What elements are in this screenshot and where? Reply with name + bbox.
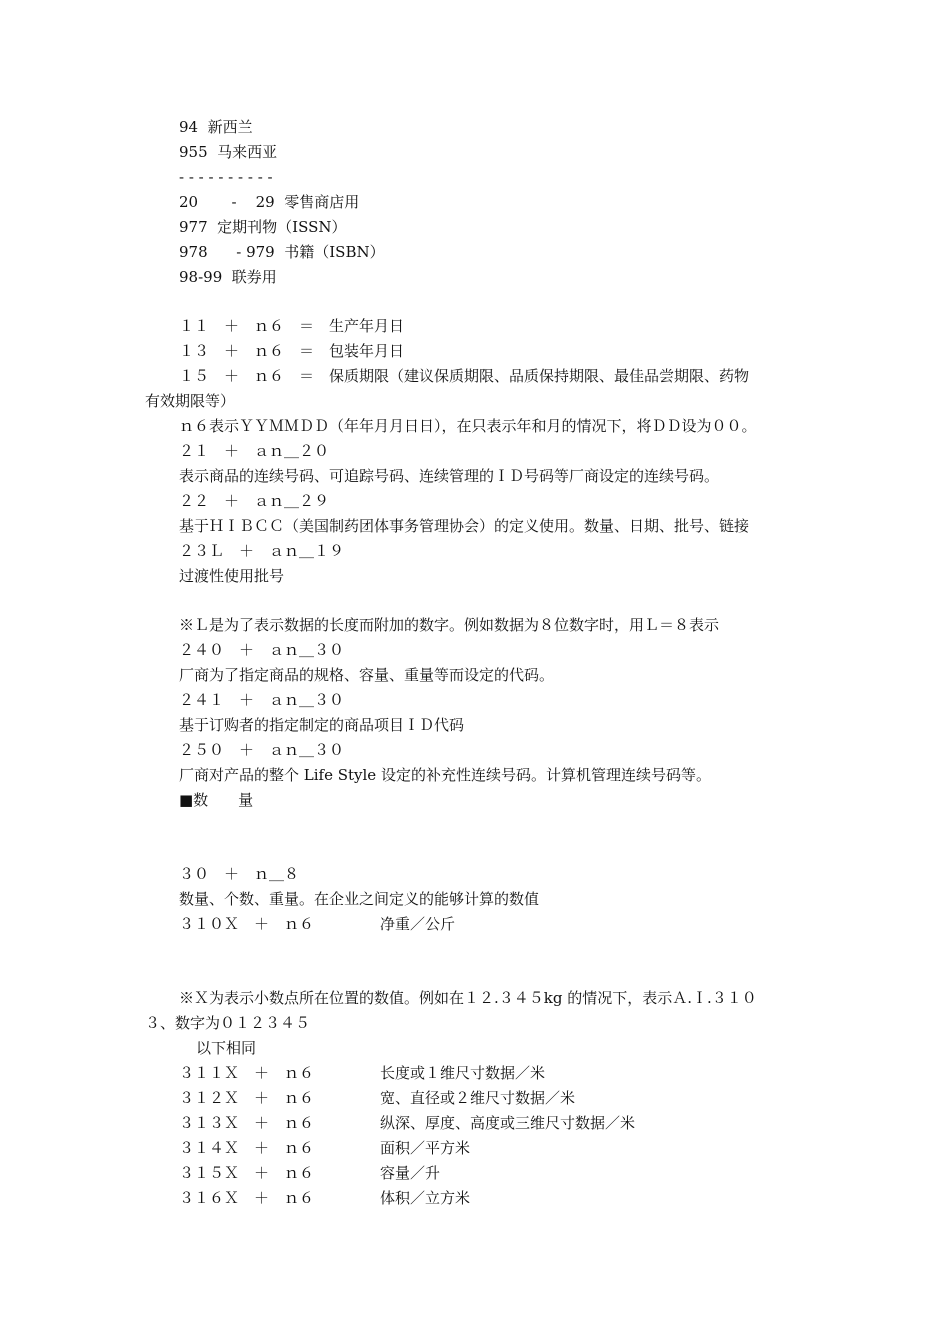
description-line: 数量、个数、重量。在企业之间定义的能够计算的数值 xyxy=(179,890,540,908)
table-desc: 容量／升 xyxy=(380,1164,441,1182)
prefix-line: 978 - 979 书籍（ISBN） xyxy=(179,243,385,261)
note-line: ※Ｌ是为了表示数据的长度而附加的数字。例如数据为８位数字时，用Ｌ＝８表示 xyxy=(179,616,720,634)
table-code: ３１０Ｘ ＋ ｎ６ xyxy=(179,915,315,933)
note-line: ※Ｘ为表示小数点所在位置的数值。例如在１２.３４５kg 的情况下，表示Ａ.Ｉ.３１０ xyxy=(179,989,757,1007)
ai-line: １５ ＋ ｎ６ ＝ 保质期限（建议保质期限、品质保持期限、最佳品尝期限、药物 xyxy=(179,367,750,385)
table-desc: 长度或１维尺寸数据／米 xyxy=(380,1064,546,1082)
ai-line: ２２ ＋ ａｎ＿２９ xyxy=(179,492,330,510)
ai-line: ２４１ ＋ ａｎ＿３０ xyxy=(179,691,345,709)
separator-line: - - - - - - - - - - xyxy=(179,168,273,186)
prefix-line: 20 - 29 零售商店用 xyxy=(179,193,360,211)
ai-line: １１ ＋ ｎ６ ＝ 生产年月日 xyxy=(179,317,405,335)
description-line: 厂商对产品的整个 Life Style 设定的补充性连续号码。计算机管理连续号码等。 xyxy=(179,766,711,784)
description-line: 基于订购者的指定制定的商品项目ＩＤ代码 xyxy=(179,716,465,734)
description-line: 基于ＨＩＢＣＣ（美国制药团体事务管理协会）的定义使用。数量、日期、批号、链接 xyxy=(179,517,750,535)
ai-line: ２３Ｌ ＋ ａｎ＿１９ xyxy=(179,542,345,560)
table-code: ３１２Ｘ ＋ ｎ６ xyxy=(179,1089,315,1107)
note-line: 以下相同 xyxy=(196,1039,257,1057)
description-line: 厂商为了指定商品的规格、容量、重量等而设定的代码。 xyxy=(179,666,555,684)
prefix-line: 98-99 联券用 xyxy=(179,268,277,286)
table-desc: 面积／平方米 xyxy=(380,1139,471,1157)
description-line: 过渡性使用批号 xyxy=(179,567,285,585)
ai-line: ２４０ ＋ ａｎ＿３０ xyxy=(179,641,345,659)
ai-line: １３ ＋ ｎ６ ＝ 包装年月日 xyxy=(179,342,405,360)
section-heading: ■数 量 xyxy=(179,791,254,809)
ai-line: ２１ ＋ ａｎ＿２０ xyxy=(179,442,330,460)
table-code: ３１４Ｘ ＋ ｎ６ xyxy=(179,1139,315,1157)
description-line: 表示商品的连续号码、可追踪号码、连续管理的ＩＤ号码等厂商设定的连续号码。 xyxy=(179,467,720,485)
ai-line: ２５０ ＋ ａｎ＿３０ xyxy=(179,741,345,759)
table-code: ３１６Ｘ ＋ ｎ６ xyxy=(179,1189,315,1207)
prefix-line: 977 定期刊物（ISSN） xyxy=(179,218,347,236)
table-desc: 纵深、厚度、高度或三维尺寸数据／米 xyxy=(380,1114,636,1132)
table-code: ３１３Ｘ ＋ ｎ６ xyxy=(179,1114,315,1132)
table-desc: 体积／立方米 xyxy=(380,1189,471,1207)
ai-line: ３０ ＋ ｎ＿８ xyxy=(179,865,300,883)
note-line-continued: ３、数字为０１２３４５ xyxy=(145,1014,311,1032)
table-desc: 宽、直径或２维尺寸数据／米 xyxy=(380,1089,576,1107)
table-code: ３１１Ｘ ＋ ｎ６ xyxy=(179,1064,315,1082)
country-code-line: 94 新西兰 xyxy=(179,118,253,136)
table-code: ３１５Ｘ ＋ ｎ６ xyxy=(179,1164,315,1182)
ai-line-continued: 有效期限等） xyxy=(145,392,236,410)
country-code-line: 955 马来西亚 xyxy=(179,143,278,161)
table-desc: 净重／公斤 xyxy=(380,915,456,933)
description-line: ｎ６表示ＹＹＭＭＤＤ（年年月月日日），在只表示年和月的情况下，将ＤＤ设为００。 xyxy=(179,417,757,435)
